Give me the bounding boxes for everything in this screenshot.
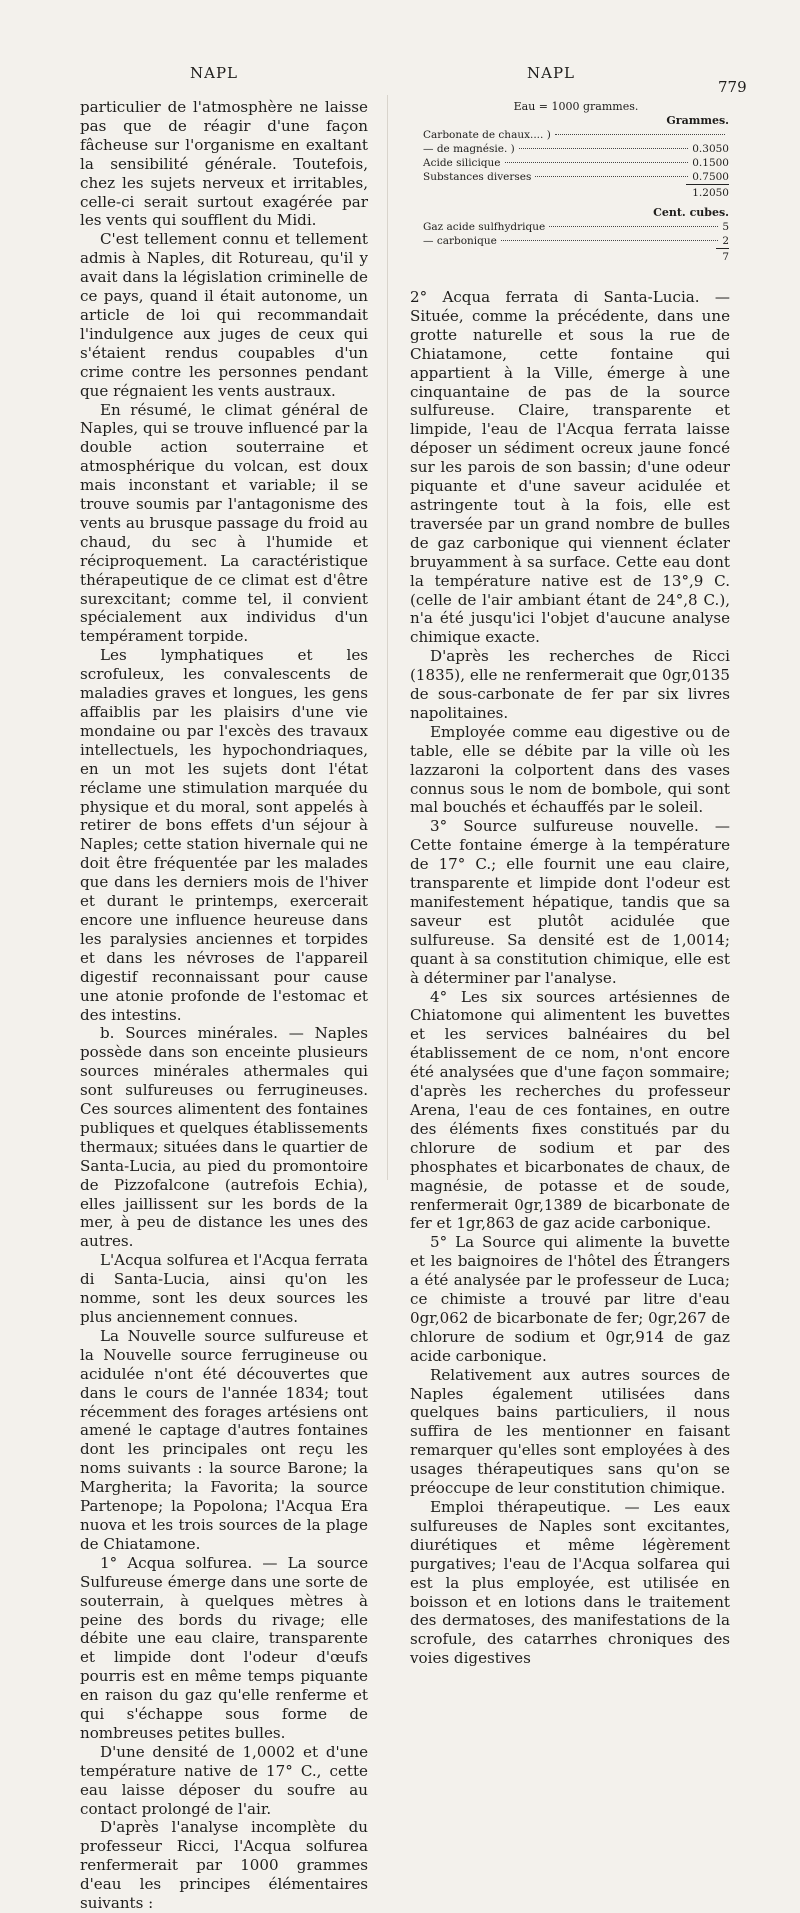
paragraph: particulier de l'atmosphère ne laisse pas que de réagir d'une façon fâcheuse sur l'organisme en exaltant la sensibilité générale. Toutefois, chez les sujets nerveux et irritables, celle-ci serait surtout exagérée par les vents qui soufflent du Midi. [80,98,368,230]
total-grams: 1.2050 [423,184,729,200]
right-column [410,288,730,1668]
paragraph: D'après l'analyse incomplète du professeur Ricci, l'Acqua solfurea renfermerait par 1000 grammes d'eau les principes élémentaires suivants : [80,1818,368,1913]
paragraph: C'est tellement connu et tellement admis à Naples, dit Rotureau, qu'il y avait dans la législation criminelle de ce pays, quand il était autonome, un article de loi qui recommandait l'indulgence aux juges de ceux qui s'étaient rendus coupables d'un crime contre les personnes pendant que régnaient les vents austraux. [80,230,368,400]
running-head-left: NAPL [190,64,239,82]
left-column [80,98,368,1913]
paragraph: D'après les recherches de Ricci (1835), elle ne renfermerait que 0gr,0135 de sous-carbonate de fer par six livres napolitaines. [410,647,730,722]
paragraph: 4° Les six sources artésiennes de Chiatomone qui alimentent les buvettes et les services balnéaires du bel établissement de ce nom, n'ont encore été analysées que d'une façon sommaire; d'après les recherches du professeur Arena, l'eau de ces fontaines, en outre des éléments fixes constitués par du chlorure de sodium et par des phosphates et bicarbonates de chaux, de magnésie, de potasse et de soude, renfermerait 0gr,1389 de bicarbonate de fer et 1gr,863 de gaz acide carbonique. [410,987,730,1233]
page-number: 779 [718,78,747,96]
running-head-right: NAPL [527,64,576,82]
paragraph: Relativement aux autres sources de Naples également utilisées dans quelques bains particuliers, il nous suffira de les mentionner en faisant remarquer qu'elles sont employées à des usages thérapeutiques sans qu'on se préoccupe de leur constitution chimique. [410,1365,730,1498]
paragraph: b. Sources minérales. — Naples possède dans son enceinte plusieurs sources minérales athermales qui sont sulfureuses ou ferrugineuses. Ces sources alimentent des fontaines publiques et quelques établissements thermaux; situées dans le quartier de Santa-Lucia, au pied du promontoire de Pizzofalcone (autrefois Echia), elles jaillissent sur les bords de la mer, à peu de distance les unes des autres. [80,1024,368,1251]
table-row: Substances diverses 0.7500 [423,171,729,183]
paragraph: 3° Source sulfureuse nouvelle. — Cette fontaine émerge à la température de 17° C.; elle fournit une eau claire, transparente et limpide dont l'odeur est manifestement hépatique, tandis que sa saveur est plutôt acidulée que sulfureuse. Sa densité est de 1,0014; quant à sa constitution chimique, elle est à déterminer par l'analyse. [410,817,730,987]
column-divider [387,95,388,1180]
table-row: — de magnésie. ) 0.3050 [423,143,729,155]
paragraph: Employée comme eau digestive ou de table, elle se débite par la ville où les lazzaroni la colportent dans des vases connus sous le nom de bombole, qui sont mal bouchés et échauffés par le soleil. [410,722,730,817]
unit-grams: Grammes. [666,114,729,127]
paragraph: Les lymphatiques et les scrofuleux, les convalescents de maladies graves et longues, les gens affaiblis par les plaisirs d'une vie mondaine ou par l'excès des travaux intellectuels, les hypochondriaques, en un mot les sujets dont l'état réclame une stimulation marquée du physique et du moral, sont appelés à retirer de bons effets d'un séjour à Naples; cette station hivernale qui ne doit être fréquentée par les malades que dans les derniers mois de l'hiver et durant le printemps, exercerait encore une influence heureuse dans les paralysies anciennes et torpides et dans les névroses de l'appareil digestif reconnaissant pour cause une atonie profonde de l'estomac et des intestins. [80,646,368,1024]
paragraph: Emploi thérapeutique. — Les eaux sulfureuses de Naples sont excitantes, diurétiques et même légèrement purgatives; l'eau de l'Acqua solfarea qui est la plus employée, est utilisée en boisson et en lotions dans le traitement des dermatoses, des manifestations de la scrofule, des catarrhes chroniques des voies digestives [410,1498,730,1668]
table-row: Acide silicique 0.1500 [423,157,729,169]
paragraph: La Nouvelle source sulfureuse et la Nouvelle source ferrugineuse ou acidulée n'ont été découvertes que dans le cours de l'année 1834; tout récemment des forages artésiens ont amené le captage d'autres fontaines dont les principales ont reçu les noms suivants : la source Barone; la Margherita; la Favorita; la source Partenope; la Popolona; l'Acqua Era nuova et les trois sources de la plage de Chiatamone. [80,1326,368,1553]
paragraph: L'Acqua solfurea et l'Acqua ferrata di Santa-Lucia, ainsi qu'on les nomme, sont les deux sources les plus anciennement connues. [80,1251,368,1326]
analysis-title: Eau = 1000 grammes. [513,100,639,113]
paragraph: 5° La Source qui alimente la buvette et les baignoires de l'hôtel des Étrangers a été analysée par le professeur de Luca; ce chimiste a trouvé par litre d'eau 0gr,062 de bicarbonate de fer; 0gr,267 de chlorure de sodium et 0gr,914 de gaz acide carbonique. [410,1233,730,1365]
total-cubic-cm: 7 [423,248,729,264]
unit-cubic-cm: Cent. cubes. [653,206,729,219]
table-row: Gaz acide sulfhydrique 5 [423,221,729,233]
paragraph: 1° Acqua solfurea. — La source Sulfureuse émerge dans une sorte de souterrain, à quelques mètres à peine des bords du rivage; elle débite une eau claire, transparente et limpide dont l'odeur d'œufs pourris est en même temps piquante en raison du gaz qu'elle renferme et qui s'échappe sous forme de nombreuses petites bulles. [80,1553,368,1742]
analysis-table [423,100,729,264]
table-row: Carbonate de chaux.... ) [423,128,729,142]
paragraph: En résumé, le climat général de Naples, qui se trouve influencé par la double action souterraine et atmosphérique du volcan, est doux mais inconstant et variable; il se trouve soumis par l'antagonisme des vents au brusque passage du froid au chaud, du sec à l'humide et réciproquement. La caractéristique thérapeutique de ce climat est d'être surexcitant; comme tel, il convient spécialement aux individus d'un tempérament torpide. [80,400,368,646]
paragraph: 2° Acqua ferrata di Santa-Lucia. — Située, comme la précédente, dans une grotte naturelle et sous la rue de Chiatamone, cette fontaine qui appartient à la Ville, émerge à une cinquantaine de pas de la source sulfureuse. Claire, transparente et limpide, l'eau de l'Acqua ferrata laisse déposer un sédiment ocreux jaune foncé sur les parois de son bassin; d'une odeur piquante et d'une saveur acidulée et astringente tout à la fois, elle est traversée par un grand nombre de bulles de gaz carbonique qui viennent éclater bruyamment à sa surface. Cette eau dont la température native est de 13°,9 C. (celle de l'air ambiant étant de 24°,8 C.), n'a été jusqu'ici l'objet d'aucune analyse chimique exacte. [410,288,730,647]
paragraph: D'une densité de 1,0002 et d'une température native de 17° C., cette eau laisse déposer du soufre au contact prolongé de l'air. [80,1742,368,1818]
table-row: — carbonique 2 [423,235,729,247]
